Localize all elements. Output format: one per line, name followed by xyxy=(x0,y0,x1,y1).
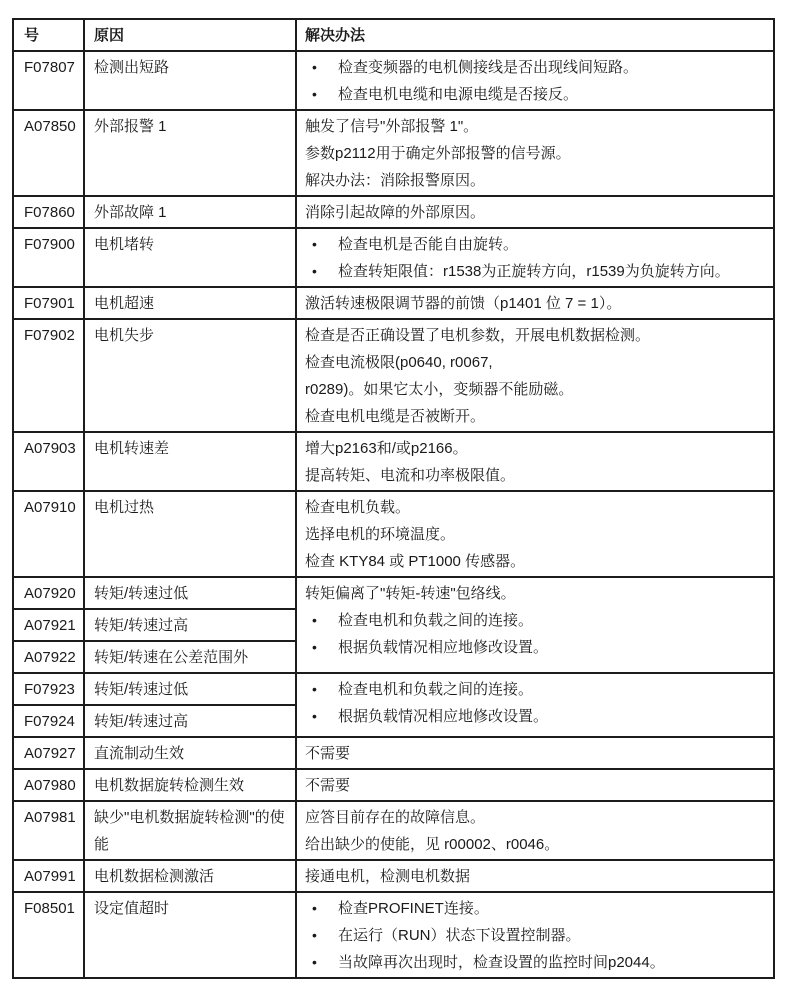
fault-code-cell: A07991 xyxy=(13,860,84,892)
fault-solution-cell xyxy=(296,577,774,673)
fault-solution-cell xyxy=(296,673,774,737)
table-row xyxy=(13,319,774,432)
solution-text: 当故障再次出现时，检查设置的监控时间p2044。 xyxy=(338,954,665,971)
table-row xyxy=(13,769,774,801)
table-row xyxy=(13,51,774,110)
fault-code-cell: F07923 xyxy=(13,673,84,705)
fault-cause-cell: 转矩/转速过高 xyxy=(84,705,296,737)
table-row xyxy=(13,577,774,609)
solution-text: 在运行（RUN）状态下设置控制器。 xyxy=(338,927,581,944)
solution-bullet-item xyxy=(305,607,765,634)
solution-text: 检查电流极限(p0640, r0067, xyxy=(305,354,493,371)
fault-cause-cell: 转矩/转速过低 xyxy=(84,673,296,705)
solution-bullet-item xyxy=(305,703,765,730)
solution-text: 不需要 xyxy=(305,745,351,762)
solution-text: 解决办法：消除报警原因。 xyxy=(305,172,486,189)
solution-text: 检查电机是否能自由旋转。 xyxy=(338,236,519,253)
fault-solution-cell xyxy=(296,860,774,892)
solution-text: 不需要 xyxy=(305,777,351,794)
fault-cause-cell: 外部报警 1 xyxy=(84,110,296,196)
header-cell-number: 号 xyxy=(13,19,84,51)
fault-code-cell: A07903 xyxy=(13,432,84,491)
solution-bullet-item xyxy=(305,81,765,108)
fault-table-body xyxy=(13,51,774,978)
solution-text: 给出缺少的使能，见 r00002、r0046。 xyxy=(305,836,560,853)
solution-text: 检查是否正确设置了电机参数，开展电机数据检测。 xyxy=(305,327,651,344)
bullet-icon: • xyxy=(312,263,317,279)
header-cell-solution: 解决办法 xyxy=(296,19,774,51)
solution-bullet-item xyxy=(305,54,765,81)
solution-text: 根据负载情况相应地修改设置。 xyxy=(338,708,549,725)
fault-code-cell: A07920 xyxy=(13,577,84,609)
fault-cause-cell: 转矩/转速过低 xyxy=(84,577,296,609)
fault-code-cell: F07860 xyxy=(13,196,84,228)
fault-cause-cell: 缺少"电机数据旋转检测"的使能 xyxy=(84,801,296,860)
fault-solution-cell xyxy=(296,110,774,196)
solution-text: 检查电机和负载之间的连接。 xyxy=(338,681,534,698)
fault-code-cell: F07924 xyxy=(13,705,84,737)
solution-text: 检查变频器的电机侧接线是否出现线间短路。 xyxy=(338,59,639,76)
solution-bullet-item xyxy=(305,258,765,285)
solution-text: 选择电机的环境温度。 xyxy=(305,526,456,543)
fault-solution-cell xyxy=(296,287,774,319)
fault-code-cell: A07980 xyxy=(13,769,84,801)
table-row xyxy=(13,801,774,860)
fault-code-cell: A07910 xyxy=(13,491,84,577)
table-header-row xyxy=(13,19,774,51)
solution-text: 检查电机负载。 xyxy=(305,499,411,516)
solution-text: 增大p2163和/或p2166。 xyxy=(305,440,468,457)
solution-text: 接通电机，检测电机数据 xyxy=(305,868,471,885)
solution-text: 消除引起故障的外部原因。 xyxy=(305,204,486,221)
solution-bullet-item xyxy=(305,231,765,258)
solution-bullet-item xyxy=(305,676,765,703)
table-row xyxy=(13,860,774,892)
solution-text: 检查电机和负载之间的连接。 xyxy=(338,612,534,629)
bullet-icon: • xyxy=(312,927,317,943)
fault-code-cell: F07901 xyxy=(13,287,84,319)
fault-cause-cell: 电机失步 xyxy=(84,319,296,432)
fault-solution-cell xyxy=(296,737,774,769)
header-cell-cause: 原因 xyxy=(84,19,296,51)
solution-bullet-item xyxy=(305,922,765,949)
fault-code-cell: F07807 xyxy=(13,51,84,110)
fault-solution-cell xyxy=(296,801,774,860)
fault-cause-cell: 转矩/转速在公差范围外 xyxy=(84,641,296,673)
solution-text: 转矩偏离了"转矩-转速"包络线。 xyxy=(305,585,516,602)
solution-bullet-item xyxy=(305,895,765,922)
bullet-icon: • xyxy=(312,86,317,102)
solution-text: 提高转矩、电流和功率极限值。 xyxy=(305,467,516,484)
solution-text: 激活转速极限调节器的前馈（p1401 位 7 = 1）。 xyxy=(305,295,622,312)
fault-code-cell: F08501 xyxy=(13,892,84,978)
fault-code-cell: F07902 xyxy=(13,319,84,432)
bullet-icon: • xyxy=(312,954,317,970)
fault-code-cell: A07850 xyxy=(13,110,84,196)
solution-text: 检查电机电缆是否被断开。 xyxy=(305,408,486,425)
fault-code-cell: A07922 xyxy=(13,641,84,673)
bullet-icon: • xyxy=(312,681,317,697)
fault-cause-cell: 转矩/转速过高 xyxy=(84,609,296,641)
bullet-icon: • xyxy=(312,708,317,724)
fault-cause-cell: 电机过热 xyxy=(84,491,296,577)
bullet-icon: • xyxy=(312,612,317,628)
solution-bullet-item xyxy=(305,949,765,976)
solution-text: 触发了信号"外部报警 1"。 xyxy=(305,118,479,135)
bullet-icon: • xyxy=(312,236,317,252)
fault-cause-cell: 电机堵转 xyxy=(84,228,296,287)
solution-text: 参数p2112用于确定外部报警的信号源。 xyxy=(305,145,571,162)
fault-solution-cell xyxy=(296,228,774,287)
fault-solution-cell xyxy=(296,319,774,432)
bullet-icon: • xyxy=(312,59,317,75)
table-row xyxy=(13,110,774,196)
fault-code-cell: A07921 xyxy=(13,609,84,641)
fault-cause-cell: 电机数据检测激活 xyxy=(84,860,296,892)
fault-code-cell: A07927 xyxy=(13,737,84,769)
table-row xyxy=(13,673,774,705)
bullet-icon: • xyxy=(312,639,317,655)
solution-text: 检查PROFINET连接。 xyxy=(338,900,489,917)
solution-text: 应答目前存在的故障信息。 xyxy=(305,809,486,826)
table-row xyxy=(13,737,774,769)
fault-cause-cell: 电机转速差 xyxy=(84,432,296,491)
fault-cause-cell: 外部故障 1 xyxy=(84,196,296,228)
table-row xyxy=(13,287,774,319)
bullet-icon: • xyxy=(312,900,317,916)
fault-solution-cell xyxy=(296,892,774,978)
fault-solution-cell xyxy=(296,51,774,110)
fault-code-table xyxy=(12,18,775,979)
solution-text: 根据负载情况相应地修改设置。 xyxy=(338,639,549,656)
fault-solution-cell xyxy=(296,769,774,801)
fault-cause-cell: 设定值超时 xyxy=(84,892,296,978)
fault-cause-cell: 电机数据旋转检测生效 xyxy=(84,769,296,801)
fault-cause-cell: 检测出短路 xyxy=(84,51,296,110)
solution-text: 检查转矩限值：r1538为正旋转方向，r1539为负旋转方向。 xyxy=(338,263,730,280)
fault-cause-cell: 电机超速 xyxy=(84,287,296,319)
table-row xyxy=(13,491,774,577)
fault-solution-cell xyxy=(296,196,774,228)
solution-text: 检查 KTY84 或 PT1000 传感器。 xyxy=(305,553,526,570)
fault-solution-cell xyxy=(296,491,774,577)
solution-text: 检查电机电缆和电源电缆是否接反。 xyxy=(338,86,579,103)
solution-bullet-item xyxy=(305,634,765,661)
table-row xyxy=(13,892,774,978)
fault-solution-cell xyxy=(296,432,774,491)
table-row xyxy=(13,196,774,228)
fault-cause-cell: 直流制动生效 xyxy=(84,737,296,769)
fault-code-cell: F07900 xyxy=(13,228,84,287)
table-row xyxy=(13,432,774,491)
solution-text: r0289)。如果它太小，变频器不能励磁。 xyxy=(305,381,574,398)
table-row xyxy=(13,228,774,287)
fault-code-cell: A07981 xyxy=(13,801,84,860)
